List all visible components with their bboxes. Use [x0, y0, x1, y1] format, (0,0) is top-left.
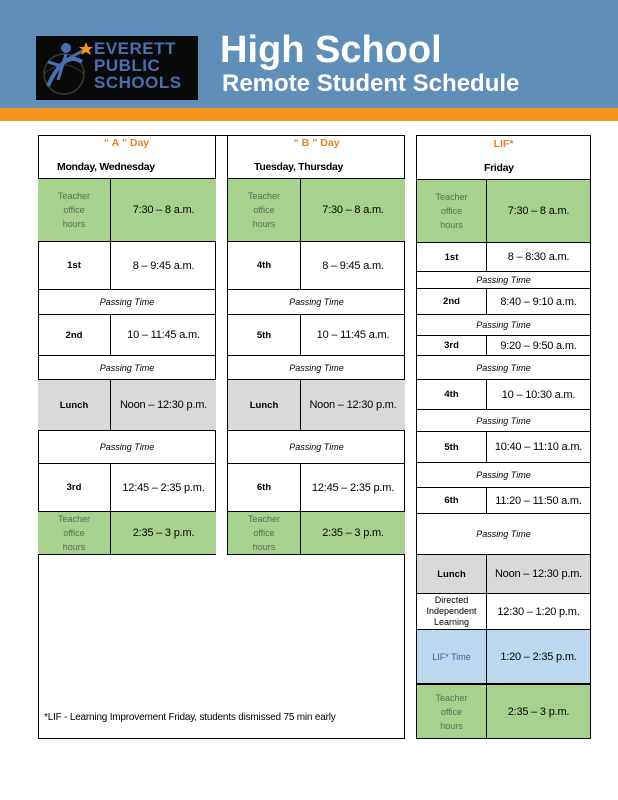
- lif-period-2nd-label: 2nd: [417, 289, 486, 315]
- lif-passing-time-4: Passing Time: [417, 410, 590, 432]
- a-passing-time-2: Passing Time: [38, 356, 216, 380]
- page-subtitle: Remote Student Schedule: [222, 70, 520, 97]
- a-day-column: [38, 135, 216, 555]
- b-office-hours-label: Teacher office hours: [228, 179, 300, 242]
- a-lunch-time: Noon – 12:30 p.m.: [110, 380, 216, 431]
- lif-period-2nd-time: 8:40 – 9:10 a.m.: [486, 289, 590, 315]
- a-passing-time-1: Passing Time: [38, 290, 216, 315]
- b-period-5th-time: 10 – 11:45 a.m.: [300, 315, 405, 356]
- b-day-column: [227, 135, 405, 555]
- lif-passing-time-6: Passing Time: [417, 514, 590, 555]
- b-passing-time-3: Passing Time: [228, 431, 405, 464]
- lif-office-hours-2-time: 2:35 – 3 p.m.: [486, 685, 590, 738]
- a-office-hours-2-label: Teacher office hours: [38, 512, 110, 554]
- lif-directed-learning-label: Directed Independent Learning: [417, 594, 486, 630]
- lif-lunch-time: Noon – 12:30 p.m.: [486, 555, 590, 594]
- b-period-6th-label: 6th: [228, 464, 300, 512]
- lif-day-days: Friday: [484, 162, 514, 174]
- lif-office-hours-2-label: Teacher office hours: [417, 685, 486, 738]
- lif-time-time: 1:20 – 2:35 p.m.: [486, 630, 590, 685]
- lif-passing-time-2: Passing Time: [417, 315, 590, 336]
- a-period-3rd-time: 12:45 – 2:35 p.m.: [110, 464, 216, 512]
- lif-office-hours-label: Teacher office hours: [417, 180, 486, 243]
- lif-period-3rd-label: 3rd: [417, 336, 486, 356]
- a-day-days: Monday, Wednesday: [57, 161, 155, 173]
- a-office-hours-2-time: 2:35 – 3 p.m.: [110, 512, 216, 554]
- b-period-5th-label: 5th: [228, 315, 300, 356]
- b-passing-time-1: Passing Time: [228, 290, 405, 315]
- a-passing-time-3: Passing Time: [38, 431, 216, 464]
- b-day-days: Tuesday, Thursday: [254, 161, 344, 173]
- a-day-heading: “ A ” Day: [103, 137, 150, 149]
- a-lunch-label: Lunch: [38, 380, 110, 431]
- lif-day-heading: LIF*: [493, 138, 514, 150]
- a-period-2nd-label: 2nd: [38, 315, 110, 356]
- a-office-hours-label: Teacher office hours: [38, 179, 110, 242]
- lif-period-5th-label: 5th: [417, 432, 486, 463]
- lif-period-1st-time: 8 – 8:30 a.m.: [486, 243, 590, 272]
- lif-footnote: *LIF - Learning Improvement Friday, students dismissed 75 min early: [44, 712, 336, 723]
- b-office-hours-2-label: Teacher office hours: [228, 512, 300, 554]
- b-period-6th-time: 12:45 – 2:35 p.m.: [300, 464, 405, 512]
- lif-passing-time-3: Passing Time: [417, 356, 590, 380]
- b-lunch-label: Lunch: [228, 380, 300, 431]
- everett-public-schools-logo: [36, 36, 198, 100]
- a-period-2nd-time: 10 – 11:45 a.m.: [110, 315, 216, 356]
- lif-passing-time-5: Passing Time: [417, 463, 590, 488]
- lif-period-4th-label: 4th: [417, 380, 486, 410]
- a-period-1st-label: 1st: [38, 242, 110, 290]
- b-passing-time-2: Passing Time: [228, 356, 405, 380]
- b-office-hours-2-time: 2:35 – 3 p.m.: [300, 512, 405, 554]
- b-period-4th-label: 4th: [228, 242, 300, 290]
- b-lunch-time: Noon – 12:30 p.m.: [300, 380, 405, 431]
- lif-period-4th-time: 10 – 10:30 a.m.: [486, 380, 590, 410]
- lif-period-6th-label: 6th: [417, 488, 486, 514]
- page-title: High School: [220, 29, 442, 71]
- b-office-hours-time: 7:30 – 8 a.m.: [300, 179, 405, 242]
- lif-office-hours-time: 7:30 – 8 a.m.: [486, 180, 590, 243]
- b-day-heading: “ B ” Day: [293, 137, 340, 149]
- lif-period-1st-label: 1st: [417, 243, 486, 272]
- a-period-3rd-label: 3rd: [38, 464, 110, 512]
- orange-stripe: [0, 108, 618, 121]
- lif-day-column: [416, 135, 591, 739]
- lif-directed-learning-time: 12:30 – 1:20 p.m.: [486, 594, 590, 630]
- lif-period-5th-time: 10:40 – 11:10 a.m.: [486, 432, 590, 463]
- b-period-4th-time: 8 – 9:45 a.m.: [300, 242, 405, 290]
- lif-period-6th-time: 11:20 – 11:50 a.m.: [486, 488, 590, 514]
- lif-time-label: LIF* Time: [417, 630, 486, 685]
- lif-lunch-label: Lunch: [417, 555, 486, 594]
- lif-passing-time-1: Passing Time: [417, 272, 590, 289]
- a-period-1st-time: 8 – 9:45 a.m.: [110, 242, 216, 290]
- a-office-hours-time: 7:30 – 8 a.m.: [110, 179, 216, 242]
- lif-period-3rd-time: 9:20 – 9:50 a.m.: [486, 336, 590, 356]
- logo-wordmark: EVERETT PUBLIC SCHOOLS: [94, 39, 182, 92]
